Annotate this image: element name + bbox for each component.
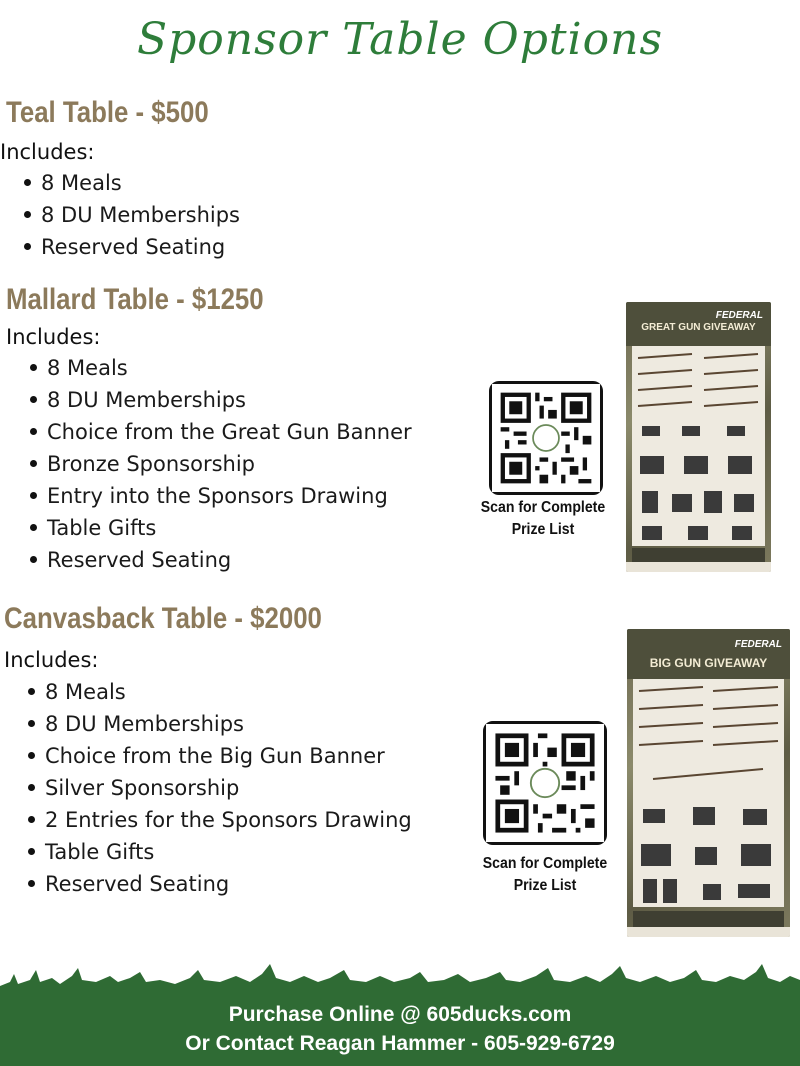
qr-code-mallard[interactable] [489, 381, 603, 495]
list-item: Reserved Seating [24, 231, 240, 263]
includes-label-canvasback: Includes: [4, 648, 99, 672]
list-item: Reserved Seating [28, 868, 412, 900]
poster-prizes-graphic [632, 346, 765, 546]
list-item: Table Gifts [28, 836, 412, 868]
list-item: 8 Meals [24, 167, 240, 199]
list-item: 8 DU Memberships [28, 708, 412, 740]
list-item: Entry into the Sponsors Drawing [30, 480, 412, 512]
poster-prizes-graphic [633, 679, 784, 907]
includes-label-mallard: Includes: [6, 325, 101, 349]
footer [0, 960, 800, 1066]
list-item: Reserved Seating [30, 544, 412, 576]
poster-brand: FEDERAL [734, 639, 782, 650]
poster-brand: FEDERAL [715, 310, 763, 321]
qr-caption-mallard: Scan for Complete Prize List [480, 499, 606, 538]
includes-label-teal: Includes: [0, 140, 95, 164]
footer-purchase-line: Purchase Online @ 605ducks.com [228, 1003, 572, 1026]
poster-title: GREAT GUN GIVEAWAY [641, 322, 756, 333]
list-item: 8 Meals [30, 352, 412, 384]
qr-code-canvasback[interactable] [483, 721, 607, 845]
list-item: 8 Meals [28, 676, 412, 708]
teal-benefits-list [24, 167, 240, 263]
list-item: 2 Entries for the Sponsors Drawing [28, 804, 412, 836]
list-item: Bronze Sponsorship [30, 448, 412, 480]
qr-code-icon [486, 724, 604, 842]
page-title: Sponsor Table Options [136, 14, 664, 65]
tier-heading-canvasback: Canvasback Table - $2000 [4, 602, 322, 635]
mallard-benefits-list [30, 352, 412, 576]
list-item: Choice from the Big Gun Banner [28, 740, 412, 772]
list-item: Silver Sponsorship [28, 772, 412, 804]
footer-contact-line: Or Contact Reagan Hammer - 605-929-6729 [185, 1032, 615, 1055]
list-item: 8 DU Memberships [24, 199, 240, 231]
tier-heading-teal: Teal Table - $500 [6, 96, 209, 129]
poster-title: BIG GUN GIVEAWAY [649, 656, 768, 670]
qr-caption-canvasback: Scan for Complete Prize List [482, 855, 608, 894]
list-item: Choice from the Great Gun Banner [30, 416, 412, 448]
tier-heading-mallard: Mallard Table - $1250 [6, 283, 264, 316]
great-gun-giveaway-poster [626, 302, 771, 572]
list-item: 8 DU Memberships [30, 384, 412, 416]
canvasback-benefits-list [28, 676, 412, 900]
qr-code-icon [492, 384, 600, 492]
list-item: Table Gifts [30, 512, 412, 544]
big-gun-giveaway-poster [627, 629, 790, 937]
